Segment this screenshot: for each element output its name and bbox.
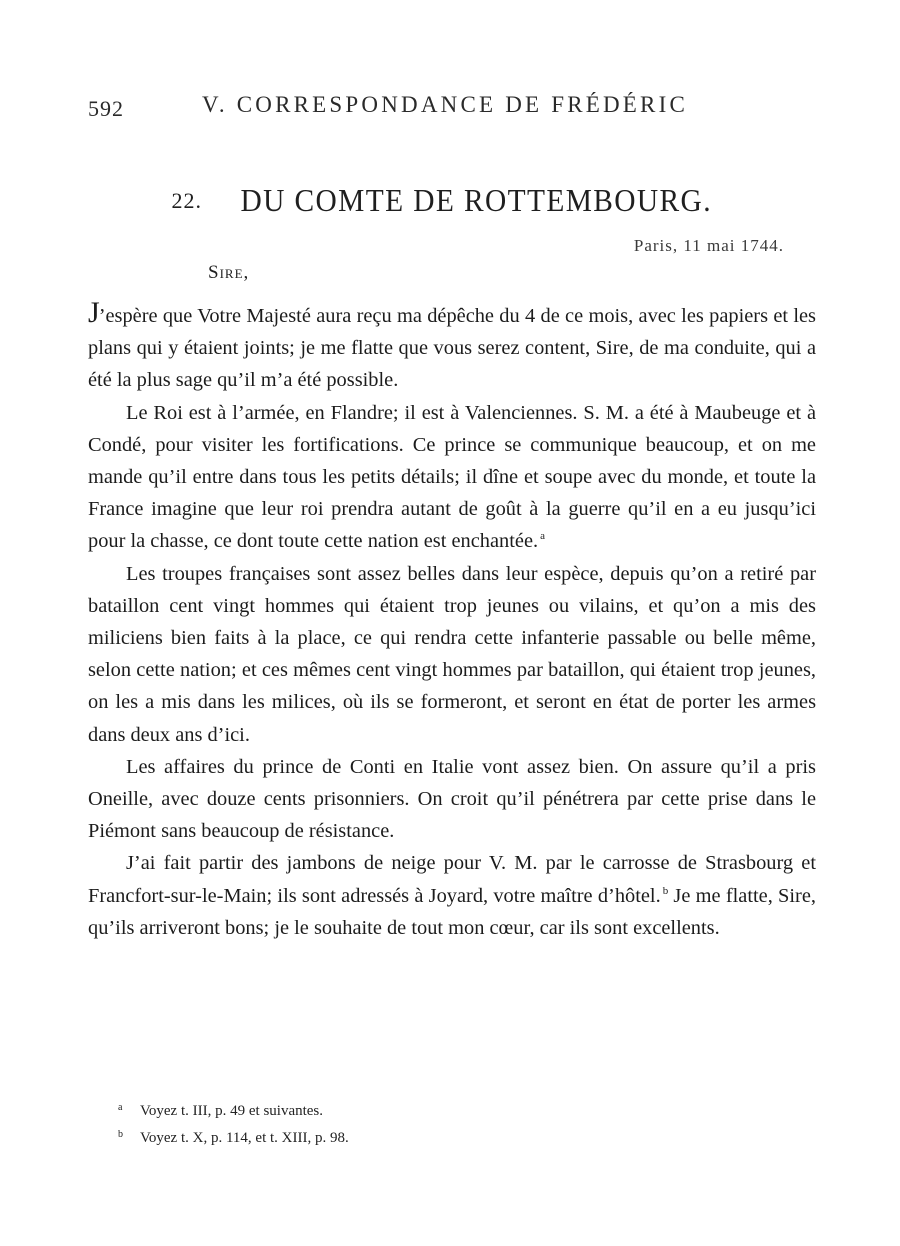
dateline: Paris, 11 mai 1744. [633,236,784,255]
footnote-mark: b [118,1129,123,1140]
paragraph-text: J’ai fait partir des jambons de neige pour V. M. par le carrosse de Strasbourg et Francfort-sur-le-Main; ils sont adressés à Joyard, votre maître d’hôtel. [88,852,816,907]
footnote-text: Voyez t. X, p. 114, et t. XIII, p. 98. [140,1130,349,1146]
paragraph-text-continued: Je me flatte, Sire, qu’ils arriveront bons; je le souhaite de tout mon cœur, car ils sont excellents. [88,884,816,939]
paragraph-5 [88,847,816,944]
paragraph-3 [88,558,816,751]
paragraph-4 [88,751,816,848]
letter-number: 22. [171,188,203,213]
drop-cap: J [88,296,99,329]
book-page [88,0,816,1246]
paragraph-text: Le Roi est à l’armée, en Flandre; il est à Valenciennes. S. M. a été à Maubeuge et à Condé, pour visiter les fortifications. Ce prince se communique beaucoup, et on me mande qu’il entre dans tous les petits détails; il dîne et soupe avec du monde, et toute la France imagine que leur roi prendra autant de goût à la guerre qu’il en a eu jusqu’ici pour la chasse, ce dont toute cette nation est enchantée. [88,401,816,553]
footnote-ref-b[interactable]: b [662,884,669,897]
letter-body [88,296,816,944]
footnotes [118,1096,818,1150]
footnote-ref-a[interactable]: a [540,530,545,543]
paragraph-2 [88,397,816,558]
footnote-a [118,1096,818,1123]
page-number: 592 [88,96,124,121]
footnote-text: Voyez t. III, p. 49 et suivantes. [140,1103,324,1119]
running-head [88,92,816,126]
letter-heading [88,182,816,219]
paragraph-text: ’espère que Votre Majesté aura reçu ma dépêche du 4 de ce mois, avec les papiers et les plans qui y étaient joints; je me flatte que vous serez content, Sire, de ma conduite, qui a été la plus sage qu’il m’a été possible. [88,305,816,392]
footnote-b [118,1123,818,1150]
letter-title: DU COMTE DE ROTTEMBOURG. [240,182,712,218]
salutation: Sire, [208,262,250,283]
paragraph-text: Les troupes françaises sont assez belles dans leur espèce, depuis qu’on a retiré par bataillon cent vingt hommes qui étaient trop jeunes ou vilains, et qu’on a mis des miliciens bien faits à la place, ce qui rendra cette infanterie passable ou belle même, selon cette nation; et ces mêmes cent vingt hommes par bataillon, qui étaient trop jeunes, on les a mis dans les milices, où ils se formeront, et seront en état de porter les armes dans deux ans d’ici. [88,562,816,746]
paragraph-1 [88,296,816,397]
running-title: V. CORRESPONDANCE DE FRÉDÉRIC [202,92,688,117]
footnote-mark: a [118,1102,123,1113]
paragraph-text: Les affaires du prince de Conti en Italie vont assez bien. On assure qu’il a pris Oneille, avec douze cents prisonniers. On croit qu’il pénétrera par cette prise dans le Piémont sans beaucoup de résistance. [88,755,816,843]
